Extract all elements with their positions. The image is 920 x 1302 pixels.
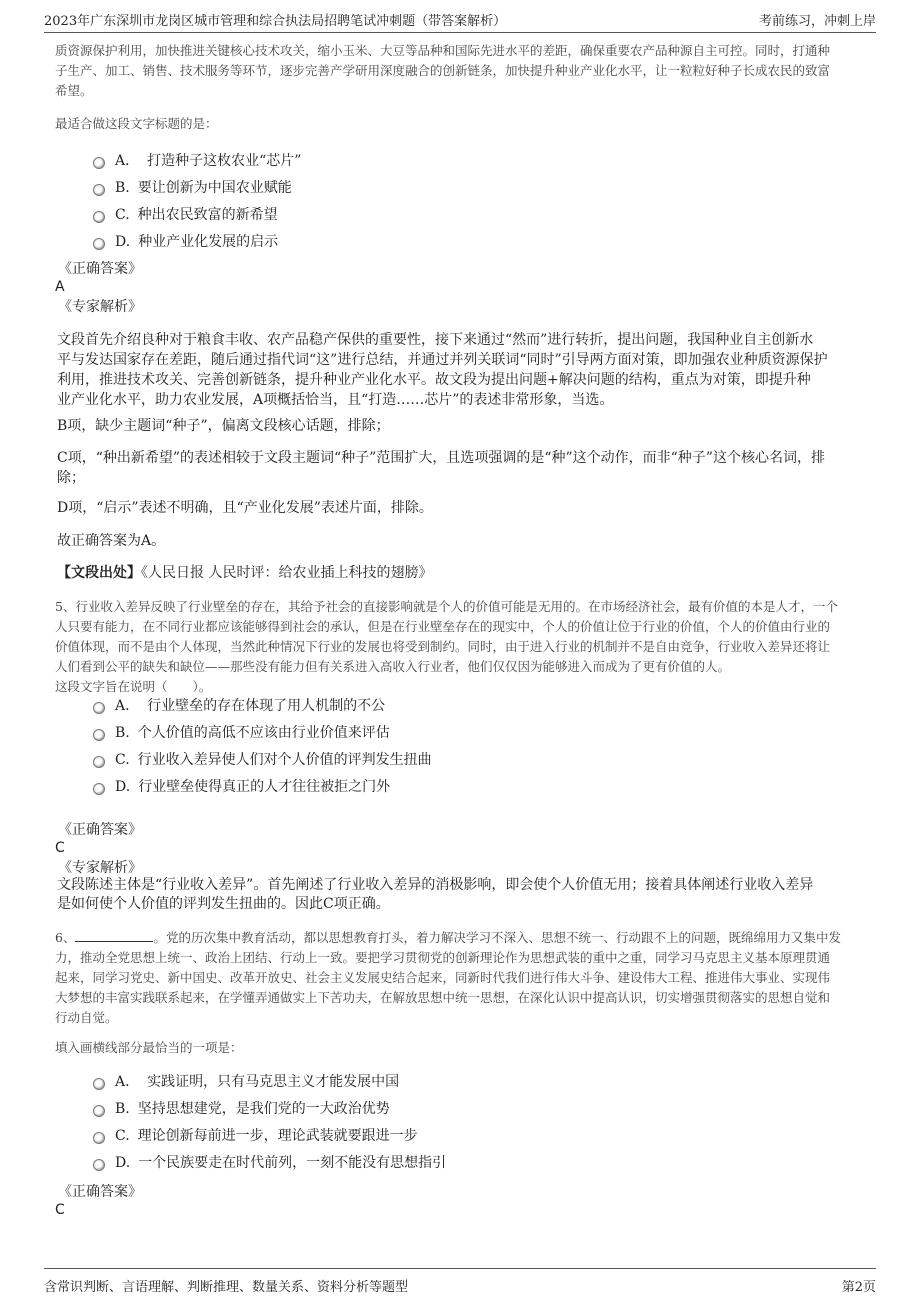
q4-option-a[interactable] xyxy=(93,150,301,172)
fill-blank xyxy=(75,929,153,942)
q4-passage xyxy=(55,41,875,101)
passage-line xyxy=(55,928,875,948)
option-text: 打造种子这枚农业“芯片” xyxy=(147,153,302,169)
q4-answer-label: 《正确答案》 xyxy=(58,261,142,277)
source-text: 《人民日报 人民时评：给农业插上科技的翅膀》 xyxy=(141,565,433,581)
q6-answer-label: 《正确答案》 xyxy=(58,1184,142,1200)
passage-first-line: 。党的历次集中教育活动，都以思想教育打头，着力解决学习不深入、思想不统一、行动跟不上的问题，既绵绵用力又集中发 xyxy=(153,930,841,945)
option-letter: B. xyxy=(115,180,130,196)
radio-icon[interactable] xyxy=(93,783,105,795)
page-number: 第2页 xyxy=(841,1280,876,1295)
q6-question: 填入画横线部分最恰当的一项是： xyxy=(55,1040,243,1055)
source-label: 【文段出处】 xyxy=(57,565,141,581)
radio-icon[interactable] xyxy=(93,238,105,250)
radio-icon[interactable] xyxy=(93,1159,105,1171)
option-text: 种出农民致富的新希望 xyxy=(137,207,278,223)
passage-line: 子生产、加工、销售、技术服务等环节，逐步完善产学研用深度融合的创新链条，加快提升种业产业化水平，让一粒粒好种子长成农民的致富 xyxy=(55,63,831,78)
analysis-line: 文段首先介绍良种对于粮食丰收、农产品稳产保供的重要性，接下来通过“然而”进行转折，提出问题，我国种业自主创新水 xyxy=(57,332,814,348)
q6-option-d[interactable] xyxy=(93,1152,446,1174)
q5-analysis-label: 《专家解析》 xyxy=(58,860,142,876)
q4-analysis-c xyxy=(57,448,877,488)
analysis-line: 业产业化水平，助力农业发展，A项概括恰当，且“打造……芯片”的表述非常形象，当选。 xyxy=(57,392,614,408)
option-letter: A． xyxy=(115,153,140,169)
analysis-line: 是如何使个人价值的评判发生扭曲的。因此C项正确。 xyxy=(57,896,390,912)
analysis-line: 文段陈述主体是“行业收入差异”。首先阐述了行业收入差异的消极影响，即会使个人价值无用；接着具体阐述行业收入差异 xyxy=(57,877,814,893)
question-prompt: 这段文字旨在说明（ ）。 xyxy=(55,679,212,694)
radio-icon[interactable] xyxy=(93,1132,105,1144)
q4-option-b[interactable] xyxy=(93,177,292,199)
option-text: 个人价值的高低不应该由行业价值来评估 xyxy=(137,725,390,741)
option-letter: A． xyxy=(115,698,140,714)
q4-analysis-d: D项，“启示”表述不明确，且“产业化发展”表述片面，排除。 xyxy=(57,500,433,516)
q4-analysis-label: 《专家解析》 xyxy=(58,299,142,315)
q4-analysis-b: B项，缺少主题词“种子”，偏离文段核心话题，排除； xyxy=(57,418,390,434)
option-text: 坚持思想建党，是我们党的一大政治优势 xyxy=(137,1101,390,1117)
passage-line: 5、行业收入差异反映了行业壁垒的存在，其给予社会的直接影响就是个人的价值可能是无用的。在市场经济社会，最有价值的本是人才，一个 xyxy=(55,599,838,614)
option-letter: D. xyxy=(115,779,131,795)
radio-icon[interactable] xyxy=(93,729,105,741)
passage-line: 人只要有能力，在不同行业都应该能够得到社会的承认，但是在行业壁垒存在的现实中，个人的价值让位于行业的价值，个人的价值由行业的 xyxy=(55,619,831,634)
q5-option-d[interactable] xyxy=(93,776,390,798)
q4-source xyxy=(57,563,432,583)
page-header xyxy=(44,10,876,33)
passage-line: 价值体现，而不是由个人体现，当然此种情况下行业的发展也将受到制约。同时，由于进入行业的机制并不是自由竞争，行业收入差异还将让 xyxy=(55,639,831,654)
option-letter: B. xyxy=(115,725,130,741)
radio-icon[interactable] xyxy=(93,756,105,768)
option-text: 行业收入差异使人们对个人价值的评判发生扭曲 xyxy=(137,752,432,768)
option-letter: C. xyxy=(115,207,130,223)
q4-analysis xyxy=(57,330,877,410)
analysis-line: C项，“种出新希望”的表述相较于文段主题词“种子”范围扩大，且选项强调的是“种”这个动作，而非“种子”这个核心名词，排 xyxy=(57,450,825,466)
page-footer xyxy=(44,1268,876,1295)
radio-icon[interactable] xyxy=(93,184,105,196)
analysis-line: 平与发达国家存在差距，随后通过指代词“这”进行总结，并通过并列关联词“同时”引导两方面对策，即加强农业种质资源保护 xyxy=(57,352,828,368)
question-number: 6、 xyxy=(55,930,76,945)
q6-answer: C xyxy=(55,1202,65,1218)
radio-icon[interactable] xyxy=(93,211,105,223)
option-letter: D. xyxy=(115,234,131,250)
radio-icon[interactable] xyxy=(93,1078,105,1090)
q5-analysis xyxy=(57,876,877,914)
option-letter: C. xyxy=(115,752,130,768)
q4-conclusion: 故正确答案为A。 xyxy=(57,533,166,549)
option-letter: A． xyxy=(115,1074,140,1090)
option-text: 行业壁垒的存在体现了用人机制的不公 xyxy=(147,698,386,714)
option-letter: C. xyxy=(115,1128,130,1144)
option-text: 一个民族要走在时代前列，一刻不能没有思想指引 xyxy=(138,1155,447,1171)
q5-option-c[interactable] xyxy=(93,749,432,771)
header-slogan: 考前练习，冲刺上岸 xyxy=(758,14,876,29)
passage-line: 力，推动全党思想上统一、政治上团结、行动上一致。要把学习贯彻党的创新理论作为思想武装的重中之重，同学习马克思主义基本原理贯通 xyxy=(55,950,831,965)
passage-line: 人们看到公平的缺失和缺位——那些没有能力但有关系进入高收入行业者，他们仅仅因为能够进入而成为了更有价值的人。 xyxy=(55,659,731,674)
radio-icon[interactable] xyxy=(93,702,105,714)
q5-answer: C xyxy=(55,840,65,856)
document-title: 2023年广东深圳市龙岗区城市管理和综合执法局招聘笔试冲刺题（带答案解析） xyxy=(44,14,507,29)
option-text: 实践证明，只有马克思主义才能发展中国 xyxy=(147,1074,400,1090)
radio-icon[interactable] xyxy=(93,1105,105,1117)
q4-question: 最适合做这段文字标题的是： xyxy=(55,116,218,131)
q6-passage xyxy=(55,928,875,1028)
q5-answer-label: 《正确答案》 xyxy=(58,822,142,838)
q5-option-a[interactable] xyxy=(93,695,385,717)
passage-line: 质资源保护利用，加快推进关键核心技术攻关，缩小玉米、大豆等品种和国际先进水平的差距，确保重要农产品种源自主可控。同时，打通种 xyxy=(55,43,831,58)
passage-line: 大梦想的丰富实践联系起来，在学懂弄通做实上下苦功夫，在解放思想中统一思想，在深化认识中提高认识，切实增强贯彻落实的思想自觉和 xyxy=(55,990,831,1005)
q6-option-a[interactable] xyxy=(93,1071,399,1093)
radio-icon[interactable] xyxy=(93,157,105,169)
q4-answer: A xyxy=(55,279,65,295)
option-text: 行业壁垒使得真正的人才往往被拒之门外 xyxy=(138,779,391,795)
option-text: 要让创新为中国农业赋能 xyxy=(137,180,292,196)
q6-option-b[interactable] xyxy=(93,1098,390,1120)
passage-line: 起来，同学习党史、新中国史、改革开放史、社会主义发展史结合起来，同新时代我们进行伟大斗争、建设伟大工程、推进伟大事业、实现伟 xyxy=(55,970,831,985)
q4-option-c[interactable] xyxy=(93,204,278,226)
passage-line: 希望。 xyxy=(55,83,93,98)
option-letter: D. xyxy=(115,1155,131,1171)
q6-option-c[interactable] xyxy=(93,1125,418,1147)
option-text: 种业产业化发展的启示 xyxy=(138,234,279,250)
passage-line: 行动自觉。 xyxy=(55,1010,118,1025)
q5-option-b[interactable] xyxy=(93,722,390,744)
q5-passage xyxy=(55,597,875,697)
q4-option-d[interactable] xyxy=(93,231,278,253)
footer-subjects: 含常识判断、言语理解、判断推理、数量关系、资料分析等题型 xyxy=(44,1280,409,1295)
analysis-line: 利用，推进技术攻关、完善创新链条，提升种业产业化水平。故文段为提出问题+解决问题的结构，重点为对策，即提升种 xyxy=(57,372,811,388)
option-text: 理论创新每前进一步，理论武装就要跟进一步 xyxy=(137,1128,418,1144)
analysis-line: 除； xyxy=(57,470,85,486)
option-letter: B. xyxy=(115,1101,130,1117)
